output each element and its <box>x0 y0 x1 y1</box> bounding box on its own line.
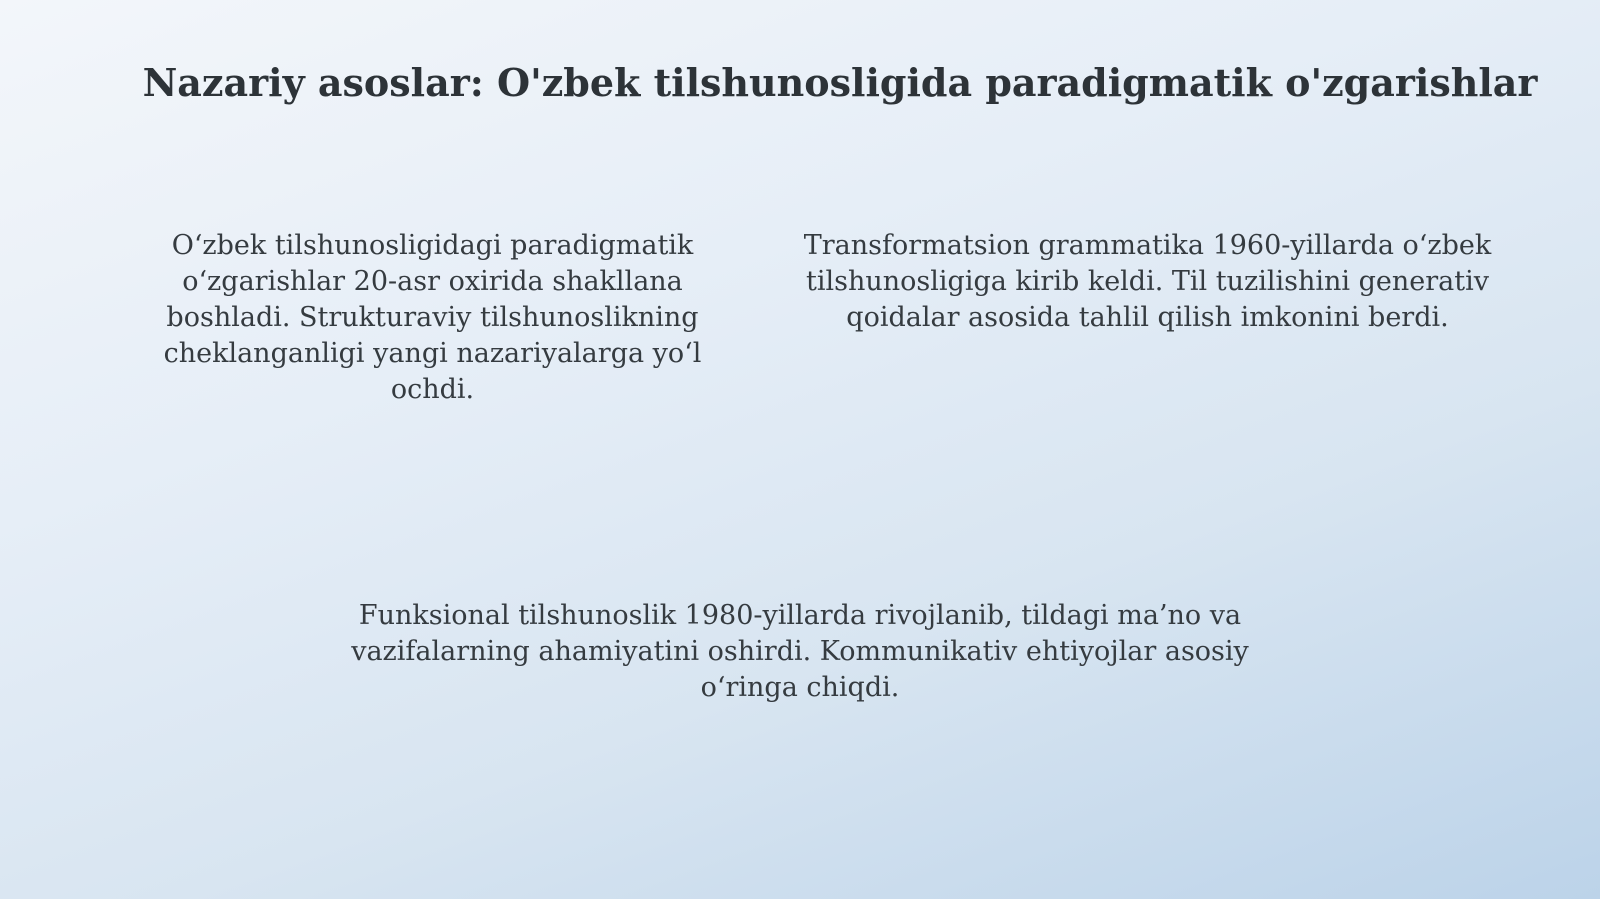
slide-title: Nazariy asoslar: O'zbek tilshunosligida paradigmatik o'zgarishlar <box>142 60 1538 105</box>
text-block-structural-shift: O‘zbek tilshunosligidagi paradigmatik o‘zgarishlar 20-asr oxirida shakllana boshladi. Strukturaviy tilshunoslikning cheklanganligi yangi nazariyalarga yo‘l ochdi. <box>163 230 702 405</box>
text-block-functional-linguistics: Funksional tilshunoslik 1980-yillarda rivojlanib, tildagi ma’no va vazifalarning ahamiyatini oshirdi. Kommunikativ ehtiyojlar asosiy o‘ringa chiqdi. <box>351 600 1249 703</box>
text-block-transformational-grammar: Transformatsion grammatika 1960-yillarda o‘zbek tilshunosligiga kirib keldi. Til tuzilishini generativ qoidalar asosida tahlil qilish imkonini berdi. <box>803 230 1492 333</box>
